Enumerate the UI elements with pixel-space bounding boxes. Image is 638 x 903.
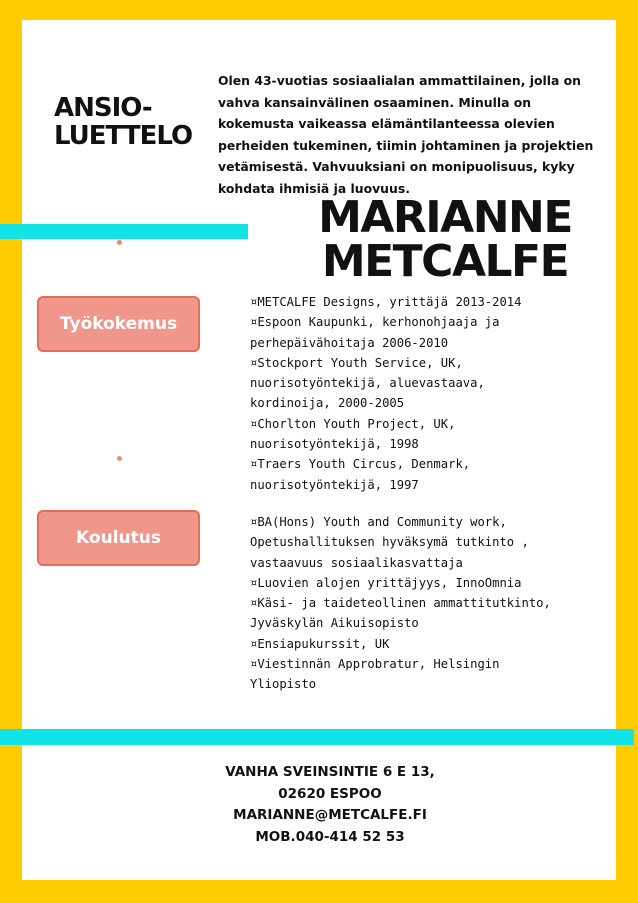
list-item: ¤Ensiapukurssit, UK [250, 636, 390, 651]
list-item: ¤Espoon Kaupunki, kerhonohjaaja ja perhepäivähoitaja 2006-2010 [250, 315, 500, 350]
list-item: ¤Luovien alojen yrittäjyys, InnoOmnia [250, 575, 522, 590]
list-item: ¤BA(Hons) Youth and Community work, Opetushallituksen hyväksymä tutkinto , vastaavuus sosiaalikasvattaja [250, 515, 529, 570]
accent-bar-bottom [0, 729, 634, 745]
contact-block [170, 762, 490, 848]
person-name-first: MARIANNE [318, 192, 572, 243]
list-item: ¤Viestinnän Approbratur, Helsingin Yliopisto [250, 657, 500, 692]
timeline-dot [117, 456, 122, 461]
document-title-line-1: ANSIO- [54, 93, 152, 123]
contact-email[interactable]: MARIANNE@METCALFE.FI [233, 807, 427, 823]
timeline-dot [117, 240, 122, 245]
section-label-work: Työkokemus [37, 296, 200, 352]
section-label-education: Koulutus [37, 510, 200, 566]
document-title-line-2: LUETTELO [54, 121, 193, 151]
document-title [54, 94, 214, 150]
list-item: ¤Traers Youth Circus, Denmark, nuorisotyöntekijä, 1997 [250, 457, 471, 492]
contact-phone[interactable]: MOB.040-414 52 53 [255, 828, 405, 845]
person-name [300, 192, 590, 287]
contact-city: 02620 ESPOO [278, 785, 382, 802]
intro-text: Olen 43-vuotias sosiaalialan ammattilainen, jolla on vahva kansainvälinen osaaminen. Minulla on kokemusta vaikeassa elämäntilanteessa olevien perheiden tukeminen, tiimin johtaminen ja projektien vetämisestä. Vahvuuksiani on monipuolisuus, kyky kohdata ihmisiä ja luovuus. [218, 73, 594, 196]
list-item: ¤Stockport Youth Service, UK, nuorisotyöntekijä, aluevastaava, kordinoija, 2000-2005 [250, 355, 485, 411]
list-item: ¤METCALFE Designs, yrittäjä 2013-2014 [250, 295, 522, 309]
accent-bar-top [0, 224, 248, 239]
person-name-last: METCALFE [321, 236, 569, 287]
list-item: ¤Käsi- ja taideteollinen ammattitutkinto, Jyväskylän Aikuisopisto [250, 596, 551, 631]
work-experience-list [250, 292, 570, 495]
education-list [250, 512, 570, 695]
list-item: ¤Chorlton Youth Project, UK, nuorisotyöntekijä, 1998 [250, 416, 456, 452]
contact-street: VANHA SVEINSINTIE 6 E 13, [225, 764, 435, 780]
